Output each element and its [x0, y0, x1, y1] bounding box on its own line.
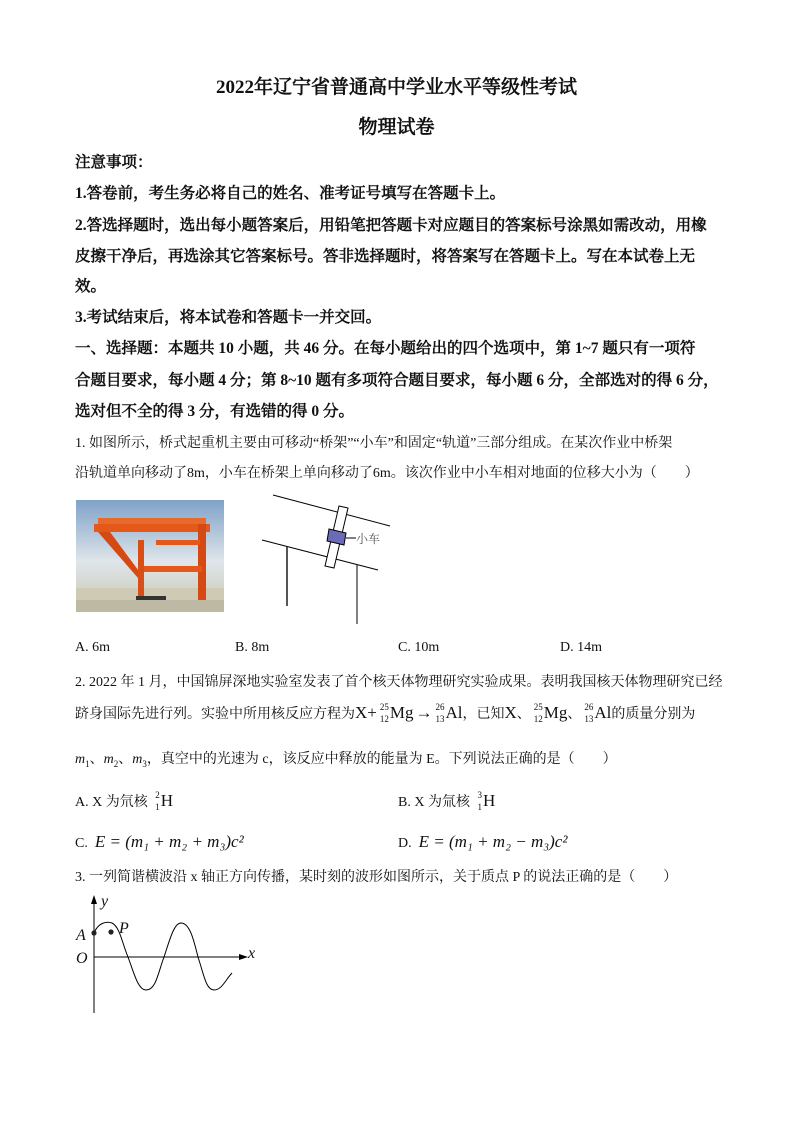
q2-option-a[interactable]: [75, 790, 173, 812]
mg-atomic-number: 12: [379, 714, 389, 724]
q2-mass-text: 的质量分别为: [611, 707, 696, 722]
h3-mass-number: 3: [477, 790, 482, 800]
hydrogen-symbol: H: [482, 791, 496, 810]
mg-mass-number: 25: [533, 702, 543, 712]
q3-stem: 3. 一列简谐横波沿 x 轴正方向传播，某时刻的波形如图所示，关于质点 P 的说法正确的是（ ）: [75, 870, 678, 885]
q1-stem-line-1: 1. 如图所示，桥式起重机主要由可移动“桥架”“小车”和固定“轨道”三部分组成。在某次作业中桥架: [75, 436, 673, 451]
mass-symbol: m: [75, 752, 86, 767]
known-mg: Mg: [543, 703, 568, 722]
q2-option-b-text: B. X 为氚核: [398, 795, 470, 810]
q2-option-c-equation: E = (m₁ + m₂ + m₃)c²: [94, 832, 244, 851]
eq-plus: +: [367, 703, 377, 722]
q2-option-d-label: D.: [398, 836, 412, 851]
exam-title: 2022年辽宁省普通高中学业水平等级性考试: [215, 77, 577, 98]
notice-item-3: 3.考试结束后，将本试卷和答题卡一并交回。: [75, 309, 382, 326]
eq-mg: Mg: [389, 703, 414, 722]
hydrogen-symbol: H: [160, 791, 174, 810]
al-mass-number: 26: [435, 702, 445, 712]
mass-symbol: m: [103, 752, 114, 767]
crane-photo: [76, 500, 224, 612]
mg-atomic-number: 12: [533, 714, 543, 724]
q1-option-a[interactable]: A. 6m: [75, 640, 110, 655]
point-p-label: P: [119, 920, 129, 937]
q1-stem-line-2: 沿轨道单向移动了8m，小车在桥架上单向移动了6m。该次作业中小车相对地面的位移大小为（ ）: [75, 466, 699, 481]
al-atomic-number: 13: [584, 714, 594, 724]
q2-option-c-label: C.: [75, 836, 88, 851]
q2-option-d-equation: E = (m₁ + m₂ − m₃)c²: [418, 832, 568, 851]
y-axis-label: y: [101, 893, 109, 910]
q2-line3-text: ，真空中的光速为 c，该反应中释放的能量为 E。下列说法正确的是（ ）: [146, 752, 617, 767]
q2-stem-line-1: 2. 2022 年 1 月，中国锦屏深地实验室发表了首个核天体物理研究实验成果。表明我国核天体物理研究已经: [75, 675, 723, 690]
notice-item-2-line-1: 2.答选择题时，选出每小题答案后，用铅笔把答题卡对应题目的答案标号涂黑如需改动，用橡: [75, 217, 707, 234]
q1-option-b[interactable]: B. 8m: [235, 640, 270, 655]
q1-option-d[interactable]: D. 14m: [560, 640, 602, 655]
q2-option-c[interactable]: [75, 832, 244, 852]
exam-subtitle: 物理试卷: [358, 117, 435, 138]
q2-known-text: ，已知: [462, 707, 505, 722]
separator: 、: [567, 707, 582, 722]
section-1-instructions-line-1: 一、选择题：本题共 10 小题，共 46 分。在每小题给出的四个选项中，第 1~7 题只有一项符: [75, 340, 696, 357]
origin-label: O: [76, 950, 88, 967]
section-1-instructions-line-2: 合题目要求，每小题 4 分；第 8~10 题有多项符合题目要求，每小题 6 分，全部选对的得 6 分，: [75, 372, 719, 389]
notice-heading: 注意事项：: [75, 154, 153, 171]
eq-x: X: [355, 703, 368, 722]
eq-arrow: →: [415, 703, 433, 722]
q2-stem-line-3: $m_1$、$m_2$、$m_3$，真空中的光速为 c，该反应中释放的能量为 E。下列说法正确的是（ ）: [75, 752, 617, 769]
q2-option-b[interactable]: [398, 790, 495, 812]
h-atomic-number: 1: [477, 802, 482, 812]
mass-symbol: m: [132, 752, 143, 767]
q1-option-c[interactable]: C. 10m: [398, 640, 440, 655]
section-1-instructions-line-3: 选对但不全的得 3 分，有选错的得 0 分。: [75, 403, 355, 420]
known-x: X: [504, 703, 517, 722]
wave-diagram: [72, 893, 262, 1018]
bridge-crane-diagram: [250, 490, 400, 630]
h2-mass-number: 2: [155, 790, 160, 800]
notice-item-2-line-2: 皮擦干净后，再选涂其它答案标号。答非选择题时，将答案写在答题卡上。写在本试卷上无: [75, 248, 696, 265]
trolley-label: 小车: [356, 532, 381, 546]
q2-option-a-text: A. X 为氘核: [75, 795, 148, 810]
point-a-label: A: [76, 927, 86, 944]
x-axis-label: x: [248, 945, 256, 962]
separator: 、: [516, 707, 531, 722]
al-atomic-number: 13: [435, 714, 445, 724]
h-atomic-number: 1: [155, 802, 160, 812]
notice-item-2-line-3: 效。: [75, 278, 107, 295]
q2-stem-line-2: [75, 702, 695, 724]
known-al: Al: [594, 703, 612, 722]
q2-line2-text: 跻身国际先进行列。实验中所用核反应方程为: [75, 707, 355, 722]
q2-option-d[interactable]: [398, 832, 567, 852]
al-mass-number: 26: [584, 702, 594, 712]
notice-item-1: 1.答卷前，考生务必将自己的姓名、准考证号填写在答题卡上。: [75, 185, 506, 202]
mg-mass-number: 25: [379, 702, 389, 712]
eq-al: Al: [445, 703, 463, 722]
